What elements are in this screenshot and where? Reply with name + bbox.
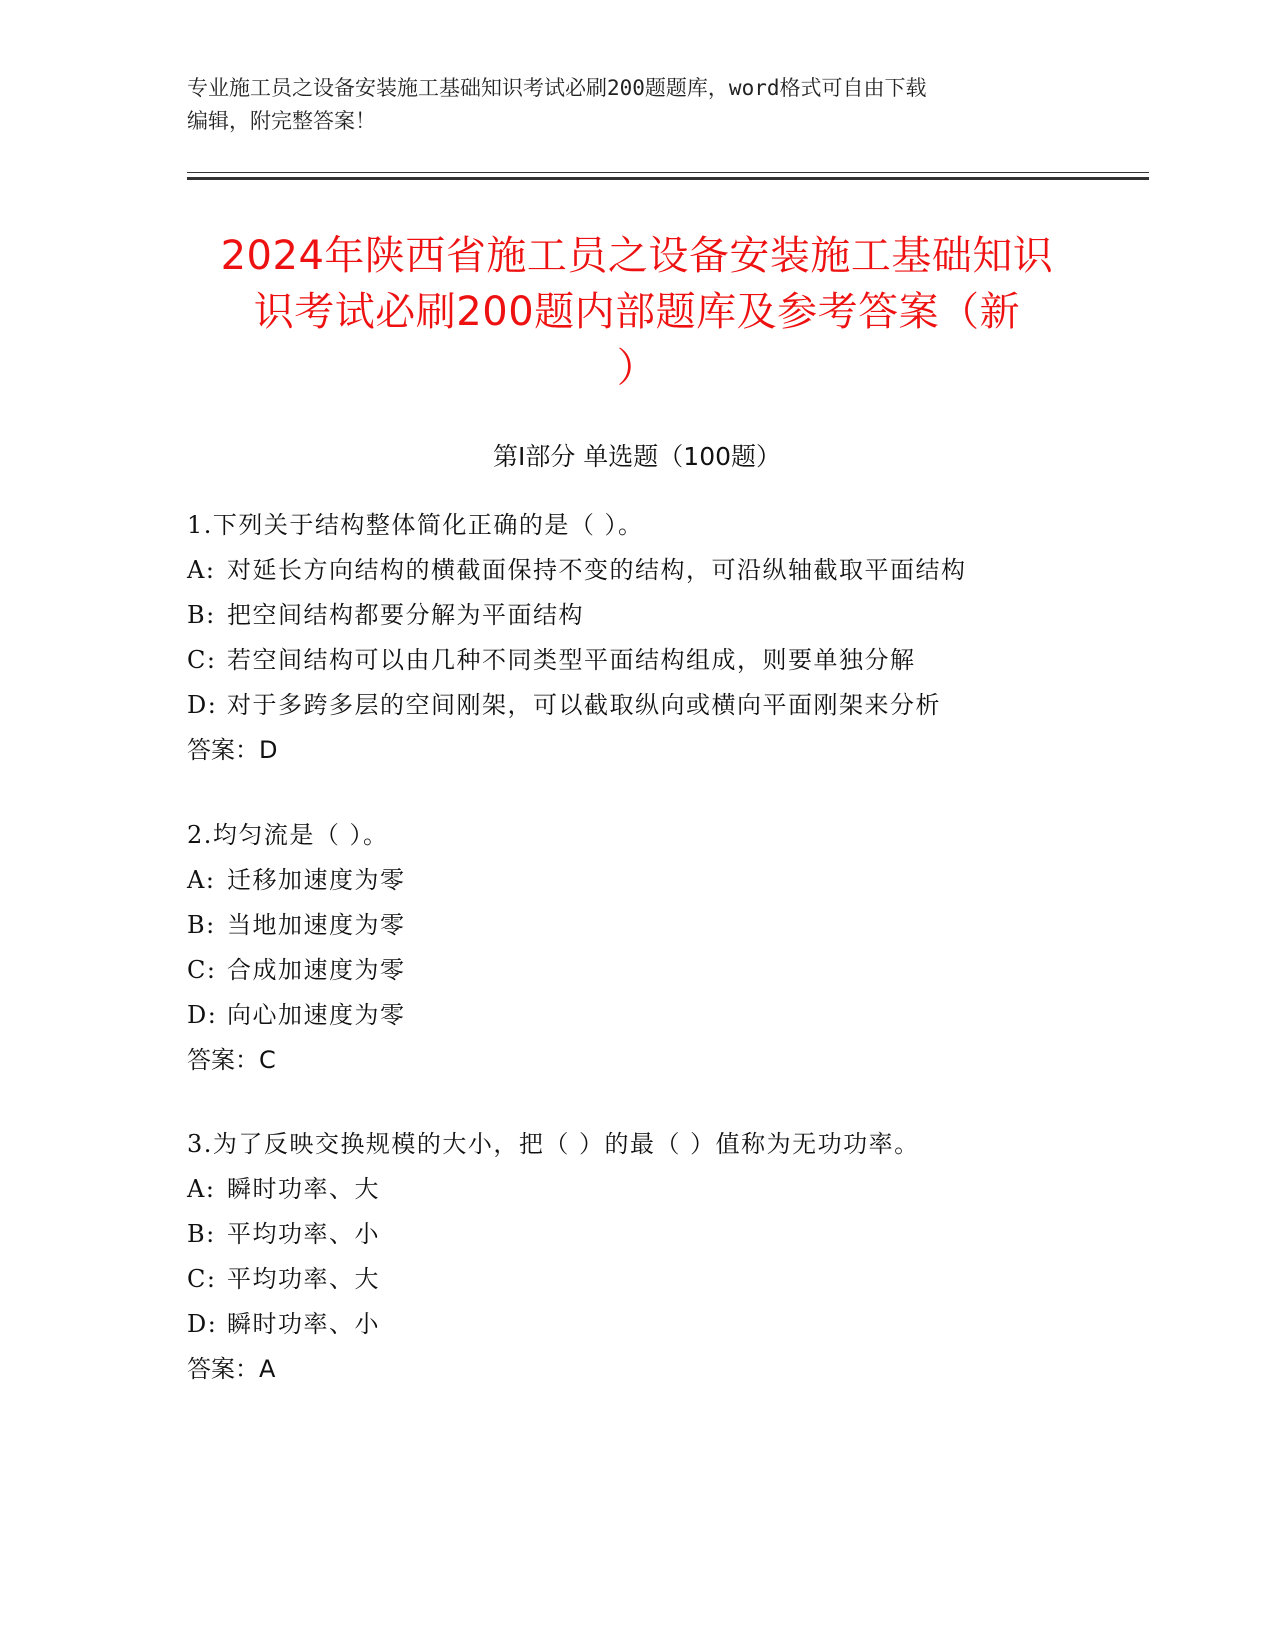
header-rule-thin [187,172,1149,173]
header-note-line-1: 专业施工员之设备安装施工基础知识考试必刷200题题库，word格式可自由下载 [187,76,927,100]
question-stem: 2.均匀流是（ ）。 [187,821,389,849]
section-title: 第I部分 单选题（100题） [492,442,782,471]
option-text: 对延长方向结构的横截面保持不变的结构，可沿纵轴截取平面结构 [227,556,967,584]
header-note [187,72,1087,138]
option-text: 平均功率、大 [227,1265,380,1293]
option-key: D: [187,691,218,719]
option-d [187,993,1147,1038]
option-c [187,948,1147,993]
option-b [187,593,1147,638]
option-key: D: [187,1001,218,1029]
document-title-line-3: ） [616,345,658,391]
question-2 [187,813,1147,1083]
header-rule-thick [187,177,1149,180]
document-title-line-1: 2024年陕西省施工员之设备安装施工基础知识 [220,233,1054,279]
option-key: C: [187,646,217,674]
option-text: 平均功率、小 [227,1220,380,1248]
option-c [187,638,1147,683]
option-key: C: [187,956,217,984]
option-a [187,1167,1147,1212]
option-text: 瞬时功率、小 [227,1310,380,1338]
answer: 答案：A [187,1355,276,1383]
option-text: 瞬时功率、大 [227,1175,380,1203]
document-title-line-2: 识考试必刷200题内部题库及参考答案（新 [253,289,1021,335]
option-text: 合成加速度为零 [227,956,406,984]
option-key: B: [187,601,216,629]
answer: 答案：D [187,736,278,764]
question-1 [187,503,1147,773]
option-b [187,903,1147,948]
option-key: D: [187,1310,218,1338]
question-stem: 3.为了反映交换规模的大小，把（ ）的最（ ）值称为无功功率。 [187,1130,920,1158]
option-text: 对于多跨多层的空间刚架，可以截取纵向或横向平面刚架来分析 [227,691,941,719]
option-key: A: [187,1175,216,1203]
answer: 答案：C [187,1046,276,1074]
option-text: 向心加速度为零 [227,1001,406,1029]
option-key: A: [187,556,216,584]
option-b [187,1212,1147,1257]
option-key: A: [187,866,216,894]
document-title [187,228,1087,396]
question-stem: 1.下列关于结构整体简化正确的是（ ）。 [187,511,644,539]
option-text: 迁移加速度为零 [227,866,406,894]
question-3 [187,1122,1147,1392]
option-key: B: [187,911,216,939]
option-c [187,1257,1147,1302]
header-note-line-2: 编辑，附完整答案！ [187,109,376,133]
option-d [187,683,1147,728]
option-text: 把空间结构都要分解为平面结构 [227,601,584,629]
option-text: 当地加速度为零 [227,911,406,939]
option-a [187,858,1147,903]
option-text: 若空间结构可以由几种不同类型平面结构组成，则要单独分解 [227,646,916,674]
option-key: B: [187,1220,216,1248]
option-a [187,548,1147,593]
option-key: C: [187,1265,217,1293]
option-d [187,1302,1147,1347]
